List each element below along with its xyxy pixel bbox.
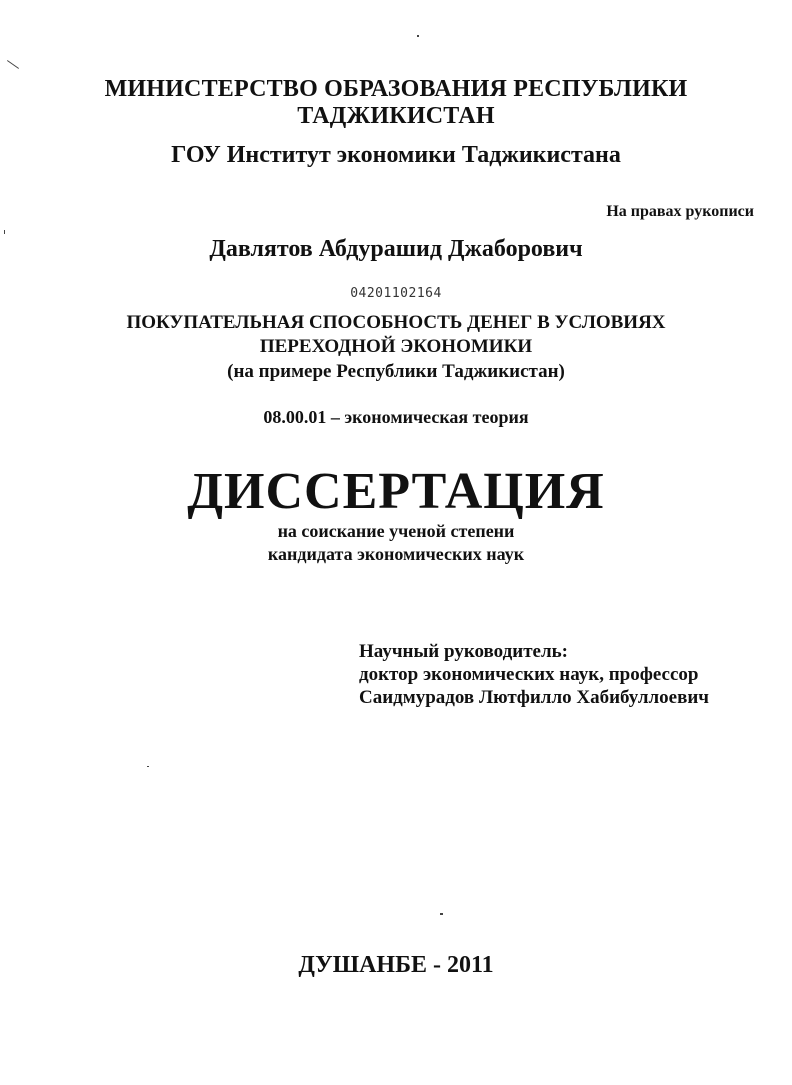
registration-code: 04201102164 [350, 286, 442, 301]
city-year: ДУШАНБЕ - 2011 [298, 952, 494, 978]
ministry-line-1: МИНИСТЕРСТВО ОБРАЗОВАНИЯ РЕСПУБЛИКИ [104, 76, 688, 102]
rights-note: На правах рукописи [606, 203, 754, 220]
specialty-code: 08.00.01 – экономическая теория [263, 407, 529, 427]
scan-speck [417, 35, 419, 37]
document-type-heading: ДИССЕРТАЦИЯ [187, 463, 605, 520]
scan-speck [147, 766, 149, 767]
dissertation-subtitle: (на примере Республики Таджикистан) [227, 361, 565, 382]
author-name: Давлятов Абдурашид Джаборович [209, 236, 583, 262]
supervisor-label: Научный руководитель: [359, 641, 568, 662]
scan-speck [7, 60, 19, 69]
supervisor-name: Саидмурадов Лютфилло Хабибуллоевич [359, 687, 710, 708]
scan-speck [440, 913, 443, 915]
dissertation-title-line-1: ПОКУПАТЕЛЬНАЯ СПОСОБНОСТЬ ДЕНЕГ В УСЛОВИЯХ [126, 312, 666, 333]
ministry-line-2: ТАДЖИКИСТАН [297, 103, 495, 129]
scan-speck [4, 230, 5, 234]
supervisor-title: доктор экономических наук, профессор [359, 664, 699, 685]
degree-line-1: на соискание ученой степени [277, 521, 515, 541]
dissertation-title-line-2: ПЕРЕХОДНОЙ ЭКОНОМИКИ [259, 336, 533, 357]
institute-name: ГОУ Институт экономики Таджикистана [171, 142, 621, 168]
degree-line-2: кандидата экономических наук [267, 544, 525, 564]
